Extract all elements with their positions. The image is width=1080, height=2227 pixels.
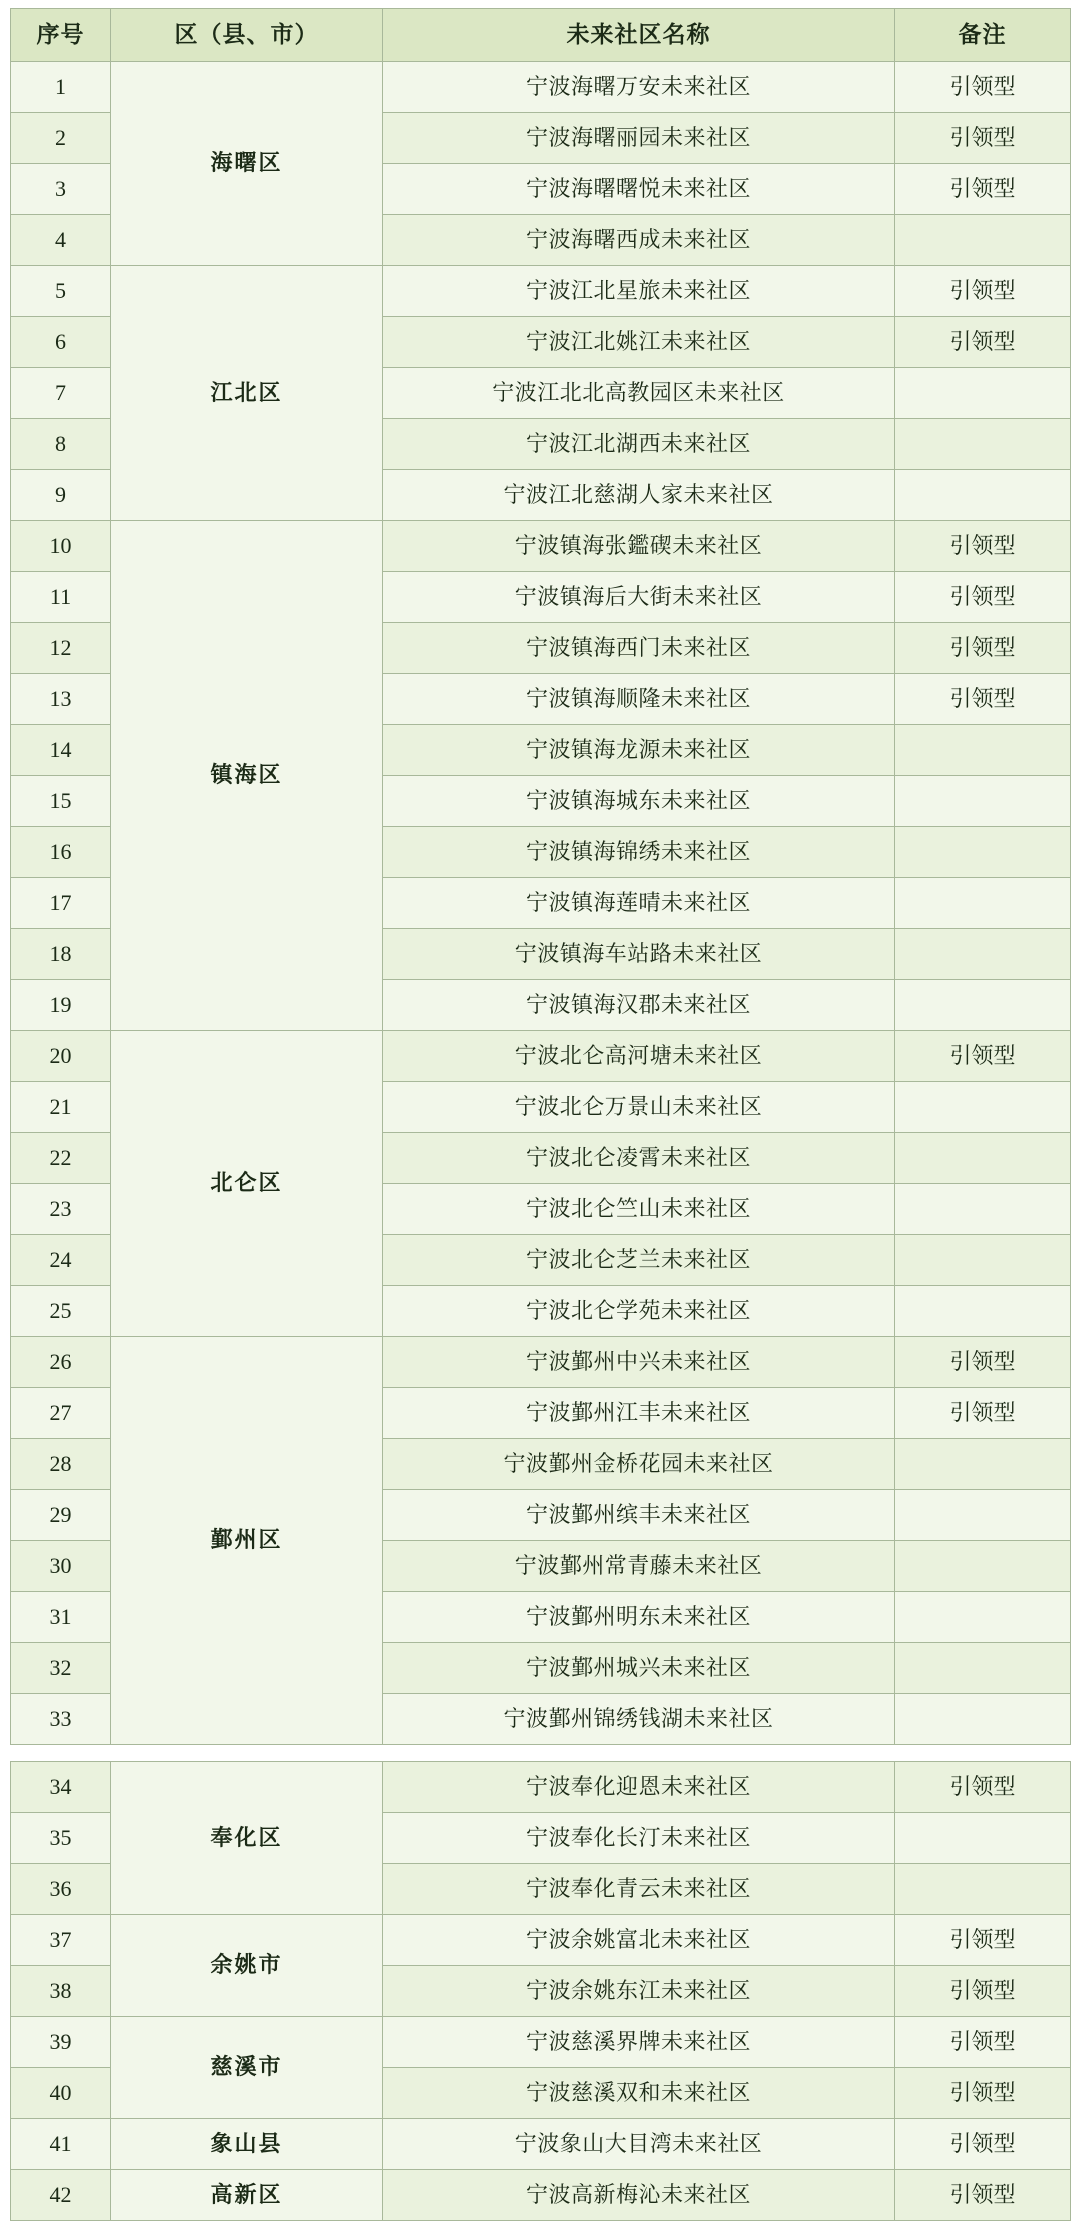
cell-community-name: 宁波北仑万景山未来社区 [383, 1082, 895, 1133]
cell-no: 24 [11, 1235, 111, 1286]
cell-area: 余姚市 [111, 1915, 383, 2017]
table-header [11, 9, 1071, 62]
cell-community-name: 宁波镇海莲晴未来社区 [383, 878, 895, 929]
future-communities-table-lower [10, 1761, 1071, 2221]
cell-community-name: 宁波镇海锦绣未来社区 [383, 827, 895, 878]
cell-community-name: 宁波北仑芝兰未来社区 [383, 1235, 895, 1286]
cell-note: 引领型 [895, 674, 1071, 725]
cell-community-name: 宁波鄞州明东未来社区 [383, 1592, 895, 1643]
cell-note [895, 1864, 1071, 1915]
cell-area: 鄞州区 [111, 1337, 383, 1745]
cell-no: 37 [11, 1915, 111, 1966]
cell-note [895, 878, 1071, 929]
cell-note [895, 1813, 1071, 1864]
cell-community-name: 宁波江北北高教园区未来社区 [383, 368, 895, 419]
cell-no: 20 [11, 1031, 111, 1082]
cell-no: 13 [11, 674, 111, 725]
cell-no: 39 [11, 2017, 111, 2068]
cell-note: 引领型 [895, 572, 1071, 623]
cell-community-name: 宁波镇海西门未来社区 [383, 623, 895, 674]
cell-note [895, 1541, 1071, 1592]
cell-note: 引领型 [895, 1915, 1071, 1966]
cell-note [895, 368, 1071, 419]
table-row [11, 2170, 1071, 2221]
cell-note: 引领型 [895, 2017, 1071, 2068]
cell-community-name: 宁波鄞州常青藤未来社区 [383, 1541, 895, 1592]
cell-community-name: 宁波余姚东江未来社区 [383, 1966, 895, 2017]
cell-no: 4 [11, 215, 111, 266]
table-body-upper [11, 62, 1071, 1745]
cell-community-name: 宁波江北姚江未来社区 [383, 317, 895, 368]
header-row [11, 9, 1071, 62]
cell-community-name: 宁波北仑凌霄未来社区 [383, 1133, 895, 1184]
cell-no: 11 [11, 572, 111, 623]
cell-no: 22 [11, 1133, 111, 1184]
cell-no: 14 [11, 725, 111, 776]
table-row [11, 521, 1071, 572]
cell-community-name: 宁波海曙曙悦未来社区 [383, 164, 895, 215]
cell-community-name: 宁波象山大目湾未来社区 [383, 2119, 895, 2170]
cell-community-name: 宁波慈溪界牌未来社区 [383, 2017, 895, 2068]
cell-community-name: 宁波镇海汉郡未来社区 [383, 980, 895, 1031]
cell-note [895, 1082, 1071, 1133]
cell-no: 42 [11, 2170, 111, 2221]
cell-note [895, 215, 1071, 266]
cell-community-name: 宁波鄞州城兴未来社区 [383, 1643, 895, 1694]
cell-note [895, 1184, 1071, 1235]
cell-no: 31 [11, 1592, 111, 1643]
cell-community-name: 宁波北仑高河塘未来社区 [383, 1031, 895, 1082]
cell-note [895, 725, 1071, 776]
cell-note: 引领型 [895, 113, 1071, 164]
cell-community-name: 宁波鄞州江丰未来社区 [383, 1388, 895, 1439]
cell-community-name: 宁波鄞州金桥花园未来社区 [383, 1439, 895, 1490]
cell-note [895, 827, 1071, 878]
cell-no: 27 [11, 1388, 111, 1439]
table-gap [10, 1745, 1070, 1761]
table-row [11, 2017, 1071, 2068]
cell-area: 海曙区 [111, 62, 383, 266]
cell-note: 引领型 [895, 62, 1071, 113]
cell-no: 10 [11, 521, 111, 572]
cell-community-name: 宁波鄞州锦绣钱湖未来社区 [383, 1694, 895, 1745]
cell-no: 33 [11, 1694, 111, 1745]
cell-note: 引领型 [895, 1388, 1071, 1439]
cell-community-name: 宁波江北星旅未来社区 [383, 266, 895, 317]
cell-note: 引领型 [895, 317, 1071, 368]
cell-community-name: 宁波海曙丽园未来社区 [383, 113, 895, 164]
cell-no: 5 [11, 266, 111, 317]
cell-community-name: 宁波镇海后大街未来社区 [383, 572, 895, 623]
cell-no: 3 [11, 164, 111, 215]
cell-note [895, 776, 1071, 827]
cell-note [895, 1592, 1071, 1643]
cell-community-name: 宁波江北湖西未来社区 [383, 419, 895, 470]
cell-no: 9 [11, 470, 111, 521]
table-row [11, 1915, 1071, 1966]
cell-no: 40 [11, 2068, 111, 2119]
cell-no: 2 [11, 113, 111, 164]
table-row [11, 1337, 1071, 1388]
table-row [11, 1762, 1071, 1813]
cell-note: 引领型 [895, 2119, 1071, 2170]
cell-no: 18 [11, 929, 111, 980]
cell-note: 引领型 [895, 1337, 1071, 1388]
cell-note [895, 470, 1071, 521]
cell-note [895, 980, 1071, 1031]
cell-no: 12 [11, 623, 111, 674]
cell-community-name: 宁波高新梅沁未来社区 [383, 2170, 895, 2221]
cell-no: 8 [11, 419, 111, 470]
cell-no: 25 [11, 1286, 111, 1337]
cell-community-name: 宁波鄞州中兴未来社区 [383, 1337, 895, 1388]
cell-no: 34 [11, 1762, 111, 1813]
cell-community-name: 宁波镇海张鑑碶未来社区 [383, 521, 895, 572]
cell-area: 高新区 [111, 2170, 383, 2221]
cell-note [895, 1286, 1071, 1337]
cell-note: 引领型 [895, 623, 1071, 674]
cell-no: 17 [11, 878, 111, 929]
cell-note [895, 1133, 1071, 1184]
cell-community-name: 宁波镇海龙源未来社区 [383, 725, 895, 776]
cell-community-name: 宁波慈溪双和未来社区 [383, 2068, 895, 2119]
cell-note: 引领型 [895, 266, 1071, 317]
cell-no: 1 [11, 62, 111, 113]
cell-community-name: 宁波镇海车站路未来社区 [383, 929, 895, 980]
cell-no: 30 [11, 1541, 111, 1592]
cell-no: 26 [11, 1337, 111, 1388]
cell-community-name: 宁波北仑竺山未来社区 [383, 1184, 895, 1235]
cell-note: 引领型 [895, 164, 1071, 215]
cell-no: 16 [11, 827, 111, 878]
cell-area: 镇海区 [111, 521, 383, 1031]
column-header-area: 区（县、市） [111, 9, 383, 62]
column-header-note: 备注 [895, 9, 1071, 62]
cell-note: 引领型 [895, 1031, 1071, 1082]
table-row [11, 1031, 1071, 1082]
cell-note: 引领型 [895, 1966, 1071, 2017]
table-body-lower [11, 1762, 1071, 2221]
cell-area: 奉化区 [111, 1762, 383, 1915]
cell-community-name: 宁波镇海城东未来社区 [383, 776, 895, 827]
cell-community-name: 宁波奉化迎恩未来社区 [383, 1762, 895, 1813]
table-row [11, 2119, 1071, 2170]
cell-note: 引领型 [895, 521, 1071, 572]
cell-community-name: 宁波镇海顺隆未来社区 [383, 674, 895, 725]
cell-area: 慈溪市 [111, 2017, 383, 2119]
cell-area: 北仑区 [111, 1031, 383, 1337]
cell-community-name: 宁波海曙万安未来社区 [383, 62, 895, 113]
cell-no: 21 [11, 1082, 111, 1133]
cell-note [895, 1643, 1071, 1694]
cell-no: 41 [11, 2119, 111, 2170]
cell-note [895, 1235, 1071, 1286]
column-header-no: 序号 [11, 9, 111, 62]
cell-no: 32 [11, 1643, 111, 1694]
cell-no: 6 [11, 317, 111, 368]
cell-community-name: 宁波江北慈湖人家未来社区 [383, 470, 895, 521]
cell-note: 引领型 [895, 2068, 1071, 2119]
cell-community-name: 宁波鄞州缤丰未来社区 [383, 1490, 895, 1541]
cell-note: 引领型 [895, 1762, 1071, 1813]
cell-no: 36 [11, 1864, 111, 1915]
cell-note [895, 419, 1071, 470]
cell-community-name: 宁波奉化青云未来社区 [383, 1864, 895, 1915]
cell-no: 19 [11, 980, 111, 1031]
cell-note [895, 1694, 1071, 1745]
cell-no: 23 [11, 1184, 111, 1235]
cell-area: 江北区 [111, 266, 383, 521]
cell-no: 38 [11, 1966, 111, 2017]
cell-community-name: 宁波奉化长汀未来社区 [383, 1813, 895, 1864]
cell-no: 35 [11, 1813, 111, 1864]
cell-community-name: 宁波北仑学苑未来社区 [383, 1286, 895, 1337]
table-row [11, 266, 1071, 317]
cell-community-name: 宁波余姚富北未来社区 [383, 1915, 895, 1966]
cell-no: 28 [11, 1439, 111, 1490]
table-row [11, 62, 1071, 113]
future-communities-table-upper [10, 8, 1071, 1745]
cell-no: 7 [11, 368, 111, 419]
cell-note [895, 1490, 1071, 1541]
cell-note [895, 929, 1071, 980]
column-header-name: 未来社区名称 [383, 9, 895, 62]
cell-note [895, 1439, 1071, 1490]
cell-no: 29 [11, 1490, 111, 1541]
cell-community-name: 宁波海曙西成未来社区 [383, 215, 895, 266]
cell-area: 象山县 [111, 2119, 383, 2170]
cell-no: 15 [11, 776, 111, 827]
cell-note: 引领型 [895, 2170, 1071, 2221]
